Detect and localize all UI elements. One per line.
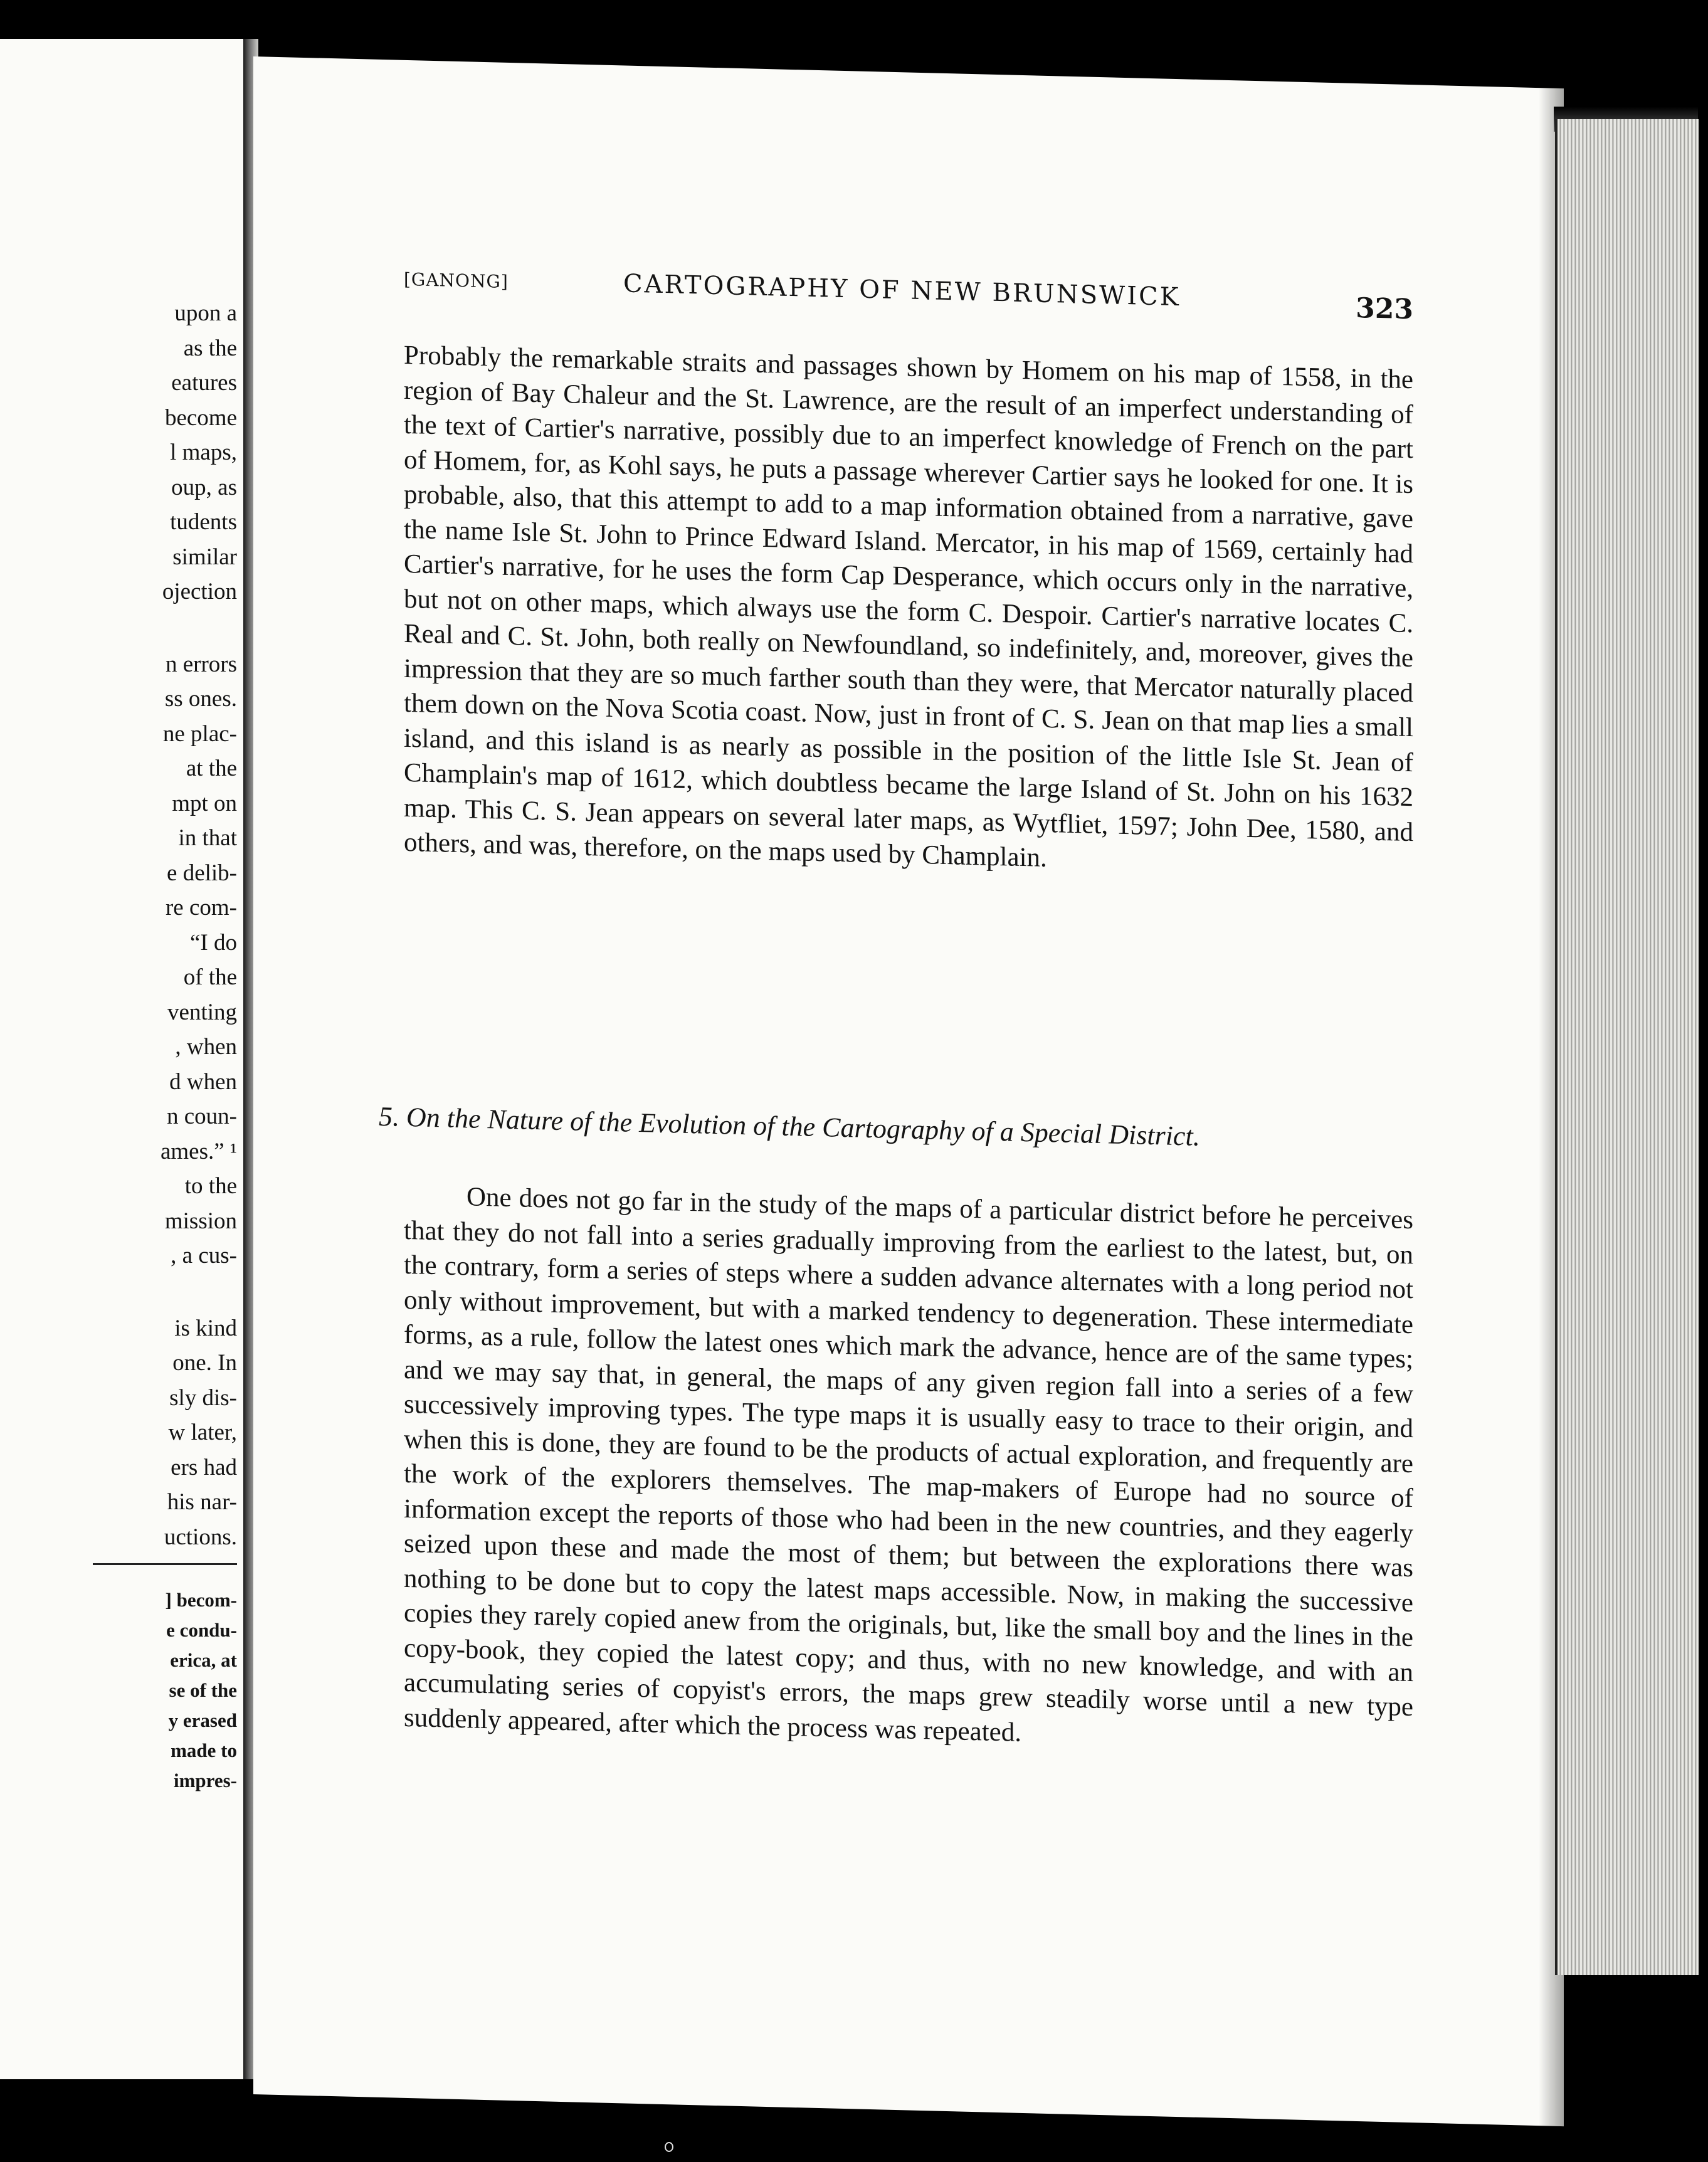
left-page-gap (0, 609, 237, 647)
footnote-rule (93, 1563, 237, 1565)
book-fore-edge (1555, 119, 1699, 1975)
current-page (253, 56, 1564, 2126)
left-page-line: mpt on (172, 790, 237, 816)
left-page-line: upon a (174, 300, 237, 326)
running-header (404, 264, 1413, 326)
left-page-line: one. In (172, 1350, 237, 1376)
left-page-line: d when (169, 1068, 237, 1095)
left-page-footnote-line: y erased (168, 1709, 237, 1731)
left-page-line: ss ones. (164, 686, 237, 712)
left-page-line: mission (164, 1208, 237, 1234)
left-page-line: similar (172, 544, 237, 570)
left-page-line: sly dis- (169, 1384, 237, 1411)
previous-page-text (0, 296, 237, 1796)
left-page-line: “I do (190, 929, 237, 956)
left-page-line: at the (186, 756, 237, 781)
left-page-line: ojection (162, 579, 237, 604)
left-page-line: e delib- (167, 860, 237, 886)
left-page-line: eatures (171, 370, 237, 396)
running-head-title: CARTOGRAPHY OF NEW BRUNSWICK (623, 269, 1181, 312)
left-page-line: n coun- (167, 1104, 237, 1129)
section-heading: 5. On the Nature of the Evolution of the Cartography of a Special District. (379, 1100, 1200, 1152)
left-page-line: , a cus- (171, 1243, 237, 1268)
left-page-line: , when (175, 1034, 237, 1060)
left-page-footnote-line: made to (171, 1739, 237, 1761)
page-number: 323 (1356, 292, 1413, 326)
left-page-footnote-line: se of the (169, 1679, 237, 1701)
left-page-line: in that (178, 825, 237, 851)
left-page-line: l maps, (170, 440, 237, 465)
running-head-author: [GANONG] (404, 268, 509, 292)
left-page-line: venting (167, 999, 237, 1025)
left-page-line: become (164, 404, 237, 431)
left-page-line: ne plac- (162, 720, 237, 747)
left-page-line: tudents (170, 509, 237, 535)
left-page-footnote-line: impres- (173, 1769, 237, 1791)
left-page-line: n errors (165, 651, 237, 677)
paragraph-homem-mercator: Probably the remarkable straits and passages shown by Homem on his map of 1558, in the region of Bay Chaleur and the St. Lawrence, are the result of an imperfect understanding of the text of Cartier's narrative, possibly due to an imperfect knowledge of French on the part of Homem, for, as Kohl says, he puts a passage wherever Cartier says he looked for one. It is probable, also, that this attempt to add to a map information obtained from a narrative, gave the name Isle St. John to Prince Edward Island. Mercator, in his map of 1569, certainly had Cartier's narrative, for he uses the form Cap Desperance, which occurs only in the narrative, but not on other maps, which always use the form C. Despoir. Cartier's narrative locates C. Real and C. St. John, both really on Newfoundland, so indefinitely, and, moreover, gives the impression that they are so much farther south than they were, that Mercator naturally placed them down on the Nova Scotia coast. Now, just in front of C. S. Jean on that map lies a small island, and this island is as nearly as possible in the position of the little Isle St. Jean of Champlain's map of 1612, which doubtless became the large Island of St. John on his 1632 map. This C. S. Jean appears on several later maps, as Wytfliet, 1597; John Dee, 1580, and others, and was, therefore, on the maps used by Champlain. (404, 340, 1413, 873)
left-page-line: w later, (168, 1420, 237, 1445)
left-page-footnote-line: erica, at (170, 1649, 237, 1671)
left-page-line: his nar- (167, 1489, 237, 1515)
left-page-gap (0, 1273, 237, 1311)
scan-dust-mark (665, 2142, 673, 2152)
left-page-line: ers had (171, 1454, 237, 1480)
left-page-line: is kind (174, 1315, 237, 1341)
paragraph-evolution: One does not go far in the study of the maps of a particular district before he perceives that they do not fall into a series gradually improving from the earliest to the latest, but, on the contrary, form a series of steps where a sudden advance alternates with a long period not only without improvement, but with a marked tendency to degeneration. These intermediate forms, as a rule, follow the latest ones which mark the advance, hence are of the same types; and we may say that, in general, the maps of any given region fall into a series of a few successively improving types. The type maps it is usually easy to trace to their origin, and when this is done, they are found to be the products of actual exploration, and frequently are the work of the explorers themselves. The map-makers of Europe had no source of information except the reports of those who had been in the new countries, and they eagerly seized upon these and made the most of them; but between the explorations there was nothing to be done but to copy the latest maps accessible. Now, in making the successive copies they rarely copied anew from the originals, but, like the small boy and the lines in the copy-book, they copied the latest copy; and thus, with no new knowledge, and with an accumulating series of copyist's errors, the maps grew steadily worse until a new type suddenly appeared, after which the process was repeated. (404, 1182, 1413, 1748)
left-page-line: of the (183, 964, 237, 990)
left-page-footnote-line: ] becom- (165, 1589, 237, 1611)
left-page-line: ames.” ¹ (160, 1138, 237, 1164)
left-page-footnotes (0, 1585, 237, 1796)
left-page-line: to the (184, 1173, 237, 1199)
left-page-line: as the (183, 335, 237, 361)
previous-page-fragment (0, 39, 246, 2079)
left-page-line: re com- (165, 895, 237, 920)
left-page-footnote-line: e condu- (166, 1619, 237, 1641)
left-page-line: oup, as (171, 474, 237, 500)
left-page-line: uctions. (164, 1524, 237, 1550)
